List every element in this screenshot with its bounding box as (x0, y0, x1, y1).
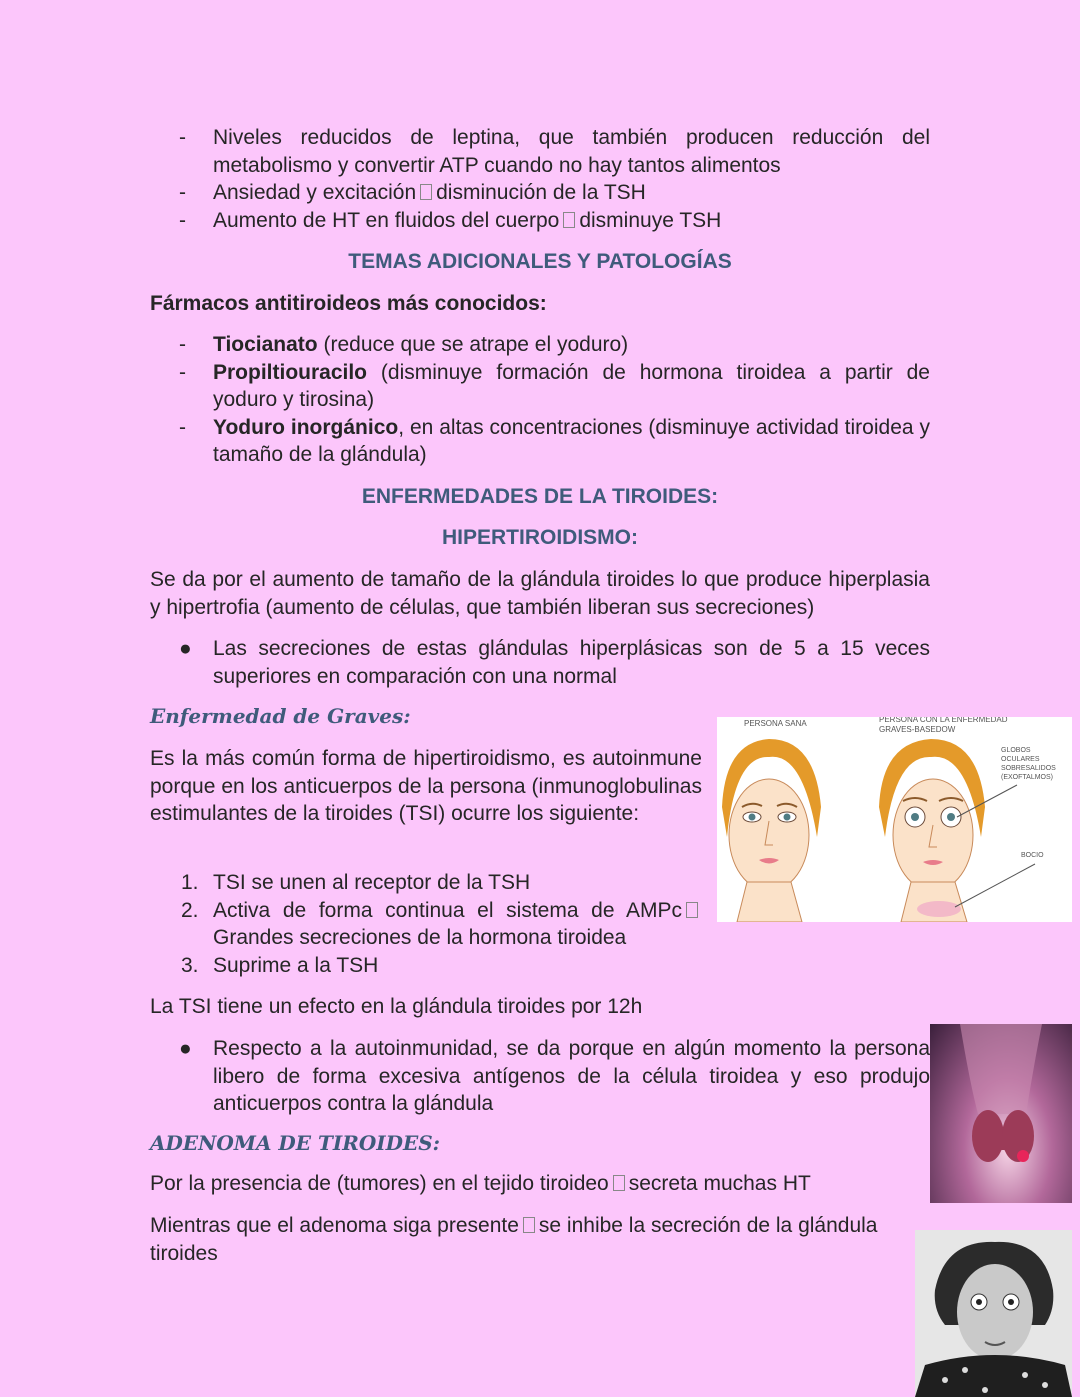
patient-photo (915, 1230, 1072, 1397)
list-item: - Aumento de HT en fluidos del cuerpo disminuye TSH (179, 208, 722, 232)
list-item: - Propiltiouracilo (disminuye formación de hormona tiroidea a partir de yoduro y tirosina) (179, 360, 930, 411)
drugs-title: Fármacos antitiroideos más conocidos: (150, 292, 547, 315)
disease-label: PERSONA CON LA ENFERMEDAD GRAVES-BASEDOW (879, 717, 1008, 734)
adenoma-text-1: Por la presencia de (tumores) en el tejido tiroideo secreta muchas HT (150, 1172, 811, 1195)
thyroid-gland-icon (930, 1024, 1072, 1203)
diseases-title: ENFERMEDADES DE LA TIROIDES: (361, 485, 719, 508)
thyroid-illustration (930, 1024, 1072, 1203)
arrow-placeholder-icon (563, 212, 575, 228)
graves-steps (150, 869, 702, 979)
arrow-placeholder-icon (613, 1175, 625, 1191)
arrow-placeholder-icon (686, 902, 698, 918)
drugs-list (150, 331, 930, 469)
faces-illustration (717, 717, 1072, 922)
graves-text: Es la más común forma de hipertiroidismo, es autoinmune porque en los anticuerpos de la persona (inmunoglobulinas estimulantes de la tiroides (TSI) ocurre los siguiente: (150, 747, 702, 825)
list-item: - Ansiedad y excitación disminución de la TSH (179, 181, 646, 204)
hyperthyroidism-text: Se da por el aumento de tamaño de la glándula tiroides lo que produce hiperplasia y hipertrofia (aumento de células, que también liberan sus secreciones) (150, 568, 930, 619)
list-item: - Tiocianato (reduce que se atrape el yoduro) (179, 333, 629, 356)
intro-list (150, 124, 930, 234)
arrow-placeholder-icon (523, 1217, 535, 1233)
hyperthyroidism-title: HIPERTIROIDISMO: (441, 526, 638, 549)
goiter-label: BOCIO (1021, 852, 1044, 859)
adenoma-text-2: Mientras que el adenoma siga presente se inhibe la secreción de la glándula tiroides (150, 1214, 878, 1265)
list-item: 3. Suprime a la TSH (181, 953, 379, 977)
adenoma-title: ADENOMA DE TIROIDES: (150, 1131, 441, 1155)
hyperthyroidism-bullets (150, 635, 930, 690)
healthy-label: PERSONA SANA (744, 719, 807, 728)
exophthalmos-photo-icon (915, 1230, 1072, 1397)
arrow-placeholder-icon (420, 184, 432, 200)
graves-comparison-figure (717, 717, 1072, 922)
section-title: TEMAS ADICIONALES Y PATOLOGÍAS (348, 250, 732, 273)
list-item: - Yoduro inorgánico, en altas concentraciones (disminuye actividad tiroidea y tamaño de la glándula) (179, 415, 930, 466)
list-item: 2. Activa de forma continua el sistema de AMPc Grandes secreciones de la hormona tiroidea (150, 897, 702, 952)
eyes-label: GLOBOS OCULARES SOBRESALIDOS (EXOFTALMOS) (1001, 747, 1056, 781)
graves-title: Enfermedad de Graves: (150, 704, 411, 728)
list-item: 1. TSI se unen al receptor de la TSH (181, 871, 531, 894)
list-item: ● Las secreciones de estas glándulas hiperplásicas son de 5 a 15 veces superiores en comparación con una normal (179, 637, 930, 688)
list-item: ● Respecto a la autoinmunidad, se da porque en algún momento la persona libero de forma excesiva antígenos de la célula tiroidea y eso produjo anticuerpos contra la glándula (179, 1037, 930, 1115)
tsi-effect-text: La TSI tiene un efecto en la glándula tiroides por 12h (150, 995, 643, 1018)
autoimmunity-bullets (150, 1035, 930, 1118)
list-item: - Niveles reducidos de leptina, que también producen reducción del metabolismo y convertir ATP cuando no hay tantos alimentos (179, 126, 930, 177)
